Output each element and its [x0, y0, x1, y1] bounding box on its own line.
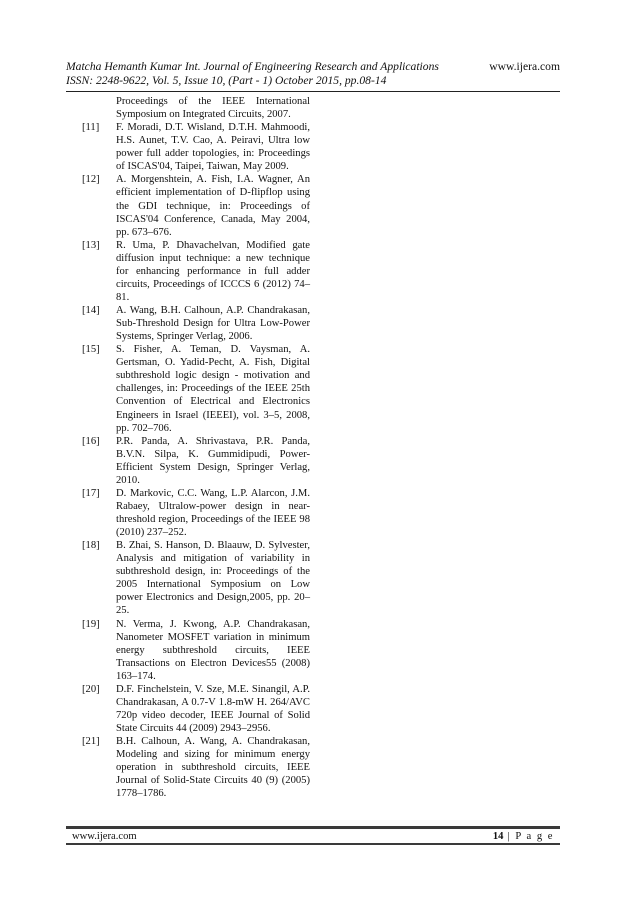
reference-text: F. Moradi, D.T. Wisland, D.T.H. Mahmoodi, H.S. Aunet, T.V. Cao, A. Peiravi, Ultra low power full adder topologies, in: Proceedings of ISCAS'04, Taipei, Taiwan, May 2009.: [116, 122, 310, 173]
reference-text: D. Markovic, C.C. Wang, L.P. Alarcon, J.M. Rabaey, Ultralow-power design in near-threshold region, Proceedings of the IEEE 98 (2010) 237–252.: [116, 487, 310, 539]
reference-number: [13]: [82, 239, 100, 251]
reference-number: [16]: [82, 435, 100, 447]
reference-number: [15]: [82, 344, 100, 356]
page-number: 14: [492, 830, 504, 842]
reference-item: [82, 735, 310, 800]
reference-text: D.F. Finchelstein, V. Sze, M.E. Sinangil, A.P. Chandrakasan, A 0.7-V 1.8-mW H. 264/AVC 720p video decoder, IEEE Journal of Solid State Circuits 44 (2009) 2943–2956.: [116, 683, 310, 734]
reference-list: [82, 95, 310, 800]
reference-text: R. Uma, P. Dhavachelvan, Modified gate diffusion input technique: a new technique for enhancing performance in full adder circuits, Proceedings of ICCCS 6 (2012) 74–81.: [116, 239, 310, 303]
reference-item: [82, 239, 310, 304]
reference-item: [82, 173, 310, 238]
reference-item: [82, 539, 310, 617]
page-label: | P a g e: [503, 830, 554, 842]
journal-citation-line: Matcha Hemanth Kumar Int. Journal of Engineering Research and Applications: [66, 60, 439, 73]
page-indicator: [493, 831, 554, 842]
reference-continuation: Proceedings of the IEEE International Symposium on Integrated Circuits, 2007.: [116, 96, 310, 121]
reference-item: [82, 618, 310, 683]
reference-item: [82, 487, 310, 539]
reference-number: [11]: [82, 122, 100, 134]
reference-text: A. Morgenshtein, A. Fish, I.A. Wagner, An efficient implementation of D-flipflop using the GDI technique, in: Proceedings of ISCAS'04 Conference, Canada, May 2004, pp. 673–676.: [116, 174, 310, 238]
reference-number: [21]: [82, 736, 100, 748]
footer-content: [66, 829, 560, 843]
issn-line: ISSN: 2248-9622, Vol. 5, Issue 10, (Part - 1) October 2015, pp.08-14: [66, 74, 387, 87]
reference-item: [82, 343, 310, 434]
reference-text: S. Fisher, A. Teman, D. Vaysman, A. Gertsman, O. Yadid-Pecht, A. Fish, Digital subthreshold logic design - motivation and challenges, in: Proceedings of the IEEE 25th Convention of Electrical and Electronics Engineers in Israel (IEEEI), vol. 3–5, 2008, pp. 702–706.: [116, 344, 310, 434]
reference-text: N. Verma, J. Kwong, A.P. Chandrakasan, Nanometer MOSFET variation in minimum energy subthreshold circuits, IEEE Transactions on Electron Devices55 (2008) 163–174.: [116, 618, 310, 682]
reference-number: [14]: [82, 305, 100, 316]
reference-number: [12]: [82, 174, 100, 186]
reference-text: B.H. Calhoun, A. Wang, A. Chandrakasan, Modeling and sizing for minimum energy operation in subthreshold circuits, IEEE Journal of Solid-State Circuits 40 (9) (2005) 1778–1786.: [116, 736, 310, 800]
header-divider: [66, 91, 560, 92]
reference-text: A. Wang, B.H. Calhoun, A.P. Chandrakasan, Sub-Threshold Design for Ultra Low-Power Systems, Springer Verlag, 2006.: [116, 305, 310, 343]
running-header: [66, 60, 560, 88]
reference-item: [82, 304, 310, 343]
reference-number: [18]: [82, 540, 100, 552]
footer-url-link[interactable]: www.ijera.com: [72, 830, 137, 842]
reference-item: [82, 435, 310, 487]
reference-item: [82, 683, 310, 735]
reference-number: [20]: [82, 683, 100, 695]
reference-text: B. Zhai, S. Hanson, D. Blaauw, D. Sylvester, Analysis and mitigation of variability in subthreshold design, in: Proceedings of the 2005 International Symposium on Low power Electronics and Design,2005, pp. 20–25.: [116, 540, 310, 617]
page-footer: [66, 826, 560, 845]
reference-number: [19]: [82, 618, 100, 630]
reference-text: P.R. Panda, A. Shrivastava, P.R. Panda, B.V.N. Silpa, K. Gummidipudi, Power-Efficient System Design, Springer Verlag, 2010.: [116, 435, 310, 486]
reference-item: [82, 121, 310, 173]
header-url-link[interactable]: www.ijera.com: [489, 60, 560, 73]
reference-number: [17]: [82, 487, 100, 499]
